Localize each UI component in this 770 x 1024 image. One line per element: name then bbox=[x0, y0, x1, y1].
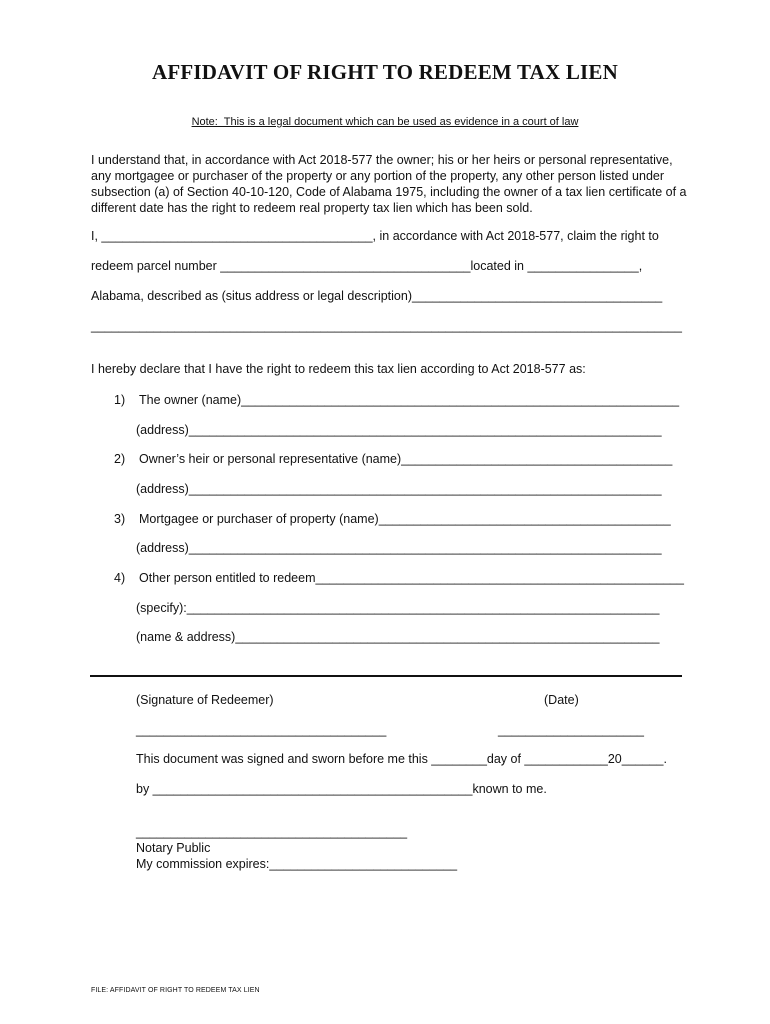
heir-name-field[interactable]: Owner’s heir or personal representative (name)_______________________________________ bbox=[139, 452, 673, 466]
other-person-field[interactable]: Other person entitled to redeem_____________________________________________________ bbox=[139, 571, 684, 585]
signature-field[interactable]: ____________________________________ bbox=[136, 723, 387, 737]
claim-line[interactable]: I, _______________________________________, in accordance with Act 2018-577, claim the right to bbox=[91, 229, 659, 243]
item-4-number: 4) bbox=[114, 571, 126, 585]
commission-expires-field[interactable]: My commission expires:___________________________ bbox=[136, 857, 458, 871]
mortgagee-name-field[interactable]: Mortgagee or purchaser of property (name)__________________________________________ bbox=[139, 512, 671, 526]
legal-note: Note: This is a legal document which can be used as evidence in a court of law bbox=[191, 116, 579, 128]
date-field[interactable]: _____________________ bbox=[498, 723, 644, 737]
alabama-description-line[interactable]: Alabama, described as (situs address or legal description)____________________________________ bbox=[91, 289, 663, 303]
document-title: AFFIDAVIT OF RIGHT TO REDEEM TAX LIEN bbox=[151, 60, 618, 84]
name-address-field[interactable]: (name & address)_____________________________________________________________ bbox=[136, 630, 660, 644]
owner-name-field[interactable]: The owner (name)_______________________________________________________________ bbox=[139, 393, 680, 407]
item-3-number: 3) bbox=[114, 512, 126, 526]
heir-address-field[interactable]: (address)____________________________________________________________________ bbox=[136, 482, 662, 496]
description-continuation-line[interactable]: _____________________________________________________________________________________ bbox=[91, 319, 682, 333]
section-divider bbox=[90, 675, 682, 677]
sworn-line[interactable]: This document was signed and sworn before me this ________day of ____________20______. bbox=[136, 752, 667, 766]
declaration-line: I hereby declare that I have the right to redeem this tax lien according to Act 2018-577 as: bbox=[91, 362, 586, 376]
owner-address-field[interactable]: (address)____________________________________________________________________ bbox=[136, 423, 662, 437]
date-label: (Date) bbox=[544, 693, 579, 707]
specify-field[interactable]: (specify):____________________________________________________________________ bbox=[136, 601, 660, 615]
mortgagee-address-field[interactable]: (address)____________________________________________________________________ bbox=[136, 541, 662, 555]
signature-label: (Signature of Redeemer) bbox=[136, 693, 274, 707]
item-1-number: 1) bbox=[114, 393, 126, 407]
notary-signature-field[interactable]: _______________________________________ bbox=[136, 825, 408, 839]
parcel-line[interactable]: redeem parcel number ____________________________________located in ________________, bbox=[91, 259, 643, 273]
intro-paragraph: I understand that, in accordance with Act 2018-577 the owner; his or her heirs or personal representative, any mortgagee or purchaser of the property or any portion of the property, any other person listed under subsection (a) of Section 40-10-120, Code of Alabama 1975, including the owner of a tax lien certificate of a different date has the right to redeem real property tax lien which has been sold. bbox=[91, 153, 687, 215]
file-footer: FILE: AFFIDAVIT OF RIGHT TO REDEEM TAX LIEN bbox=[91, 987, 260, 994]
item-2-number: 2) bbox=[114, 452, 126, 466]
notary-public-label: Notary Public bbox=[136, 841, 211, 855]
known-by-line[interactable]: by ______________________________________________known to me. bbox=[136, 782, 547, 796]
